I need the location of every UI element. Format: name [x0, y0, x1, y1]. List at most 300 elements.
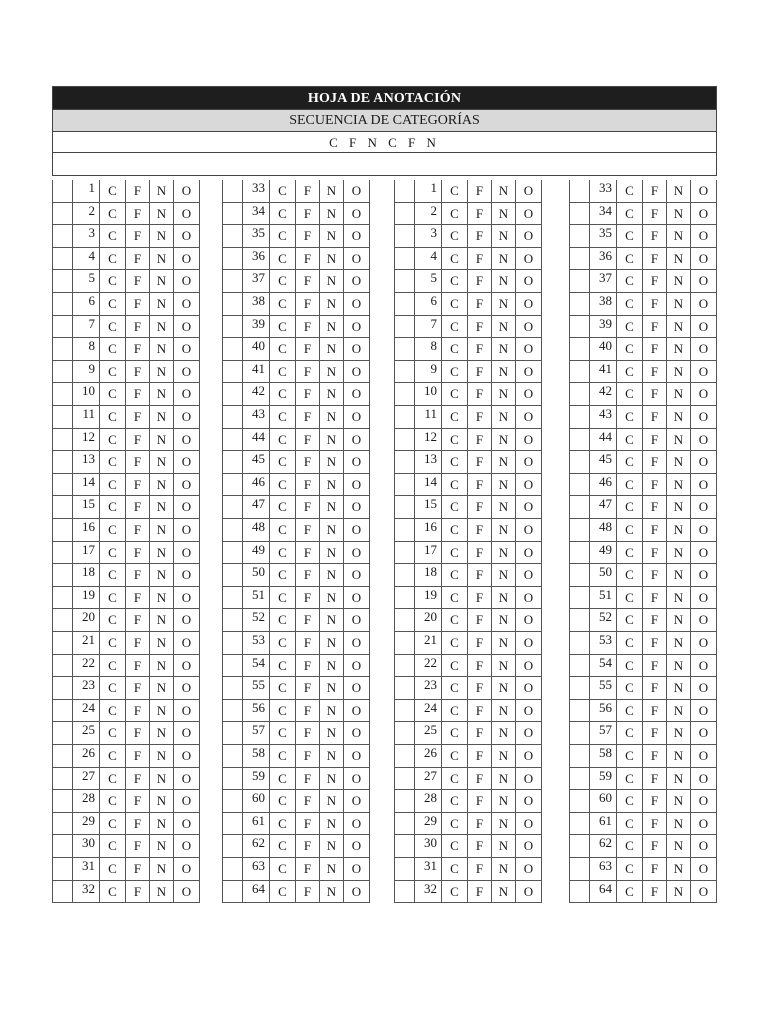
option-c-cell[interactable]	[100, 496, 126, 518]
option-c-cell[interactable]	[442, 225, 468, 247]
option-n-cell[interactable]	[492, 768, 516, 790]
option-n-cell[interactable]	[667, 474, 691, 496]
option-o-cell[interactable]	[174, 632, 200, 654]
option-n-cell[interactable]	[492, 429, 516, 451]
option-o-cell[interactable]	[174, 361, 200, 383]
option-f-cell[interactable]	[468, 632, 492, 654]
option-o-cell[interactable]	[516, 745, 542, 767]
option-c-cell[interactable]	[270, 203, 296, 225]
option-c-cell[interactable]	[617, 429, 643, 451]
option-n-cell[interactable]	[320, 587, 344, 609]
option-c-cell[interactable]	[617, 451, 643, 473]
option-f-cell[interactable]	[643, 587, 667, 609]
option-o-cell[interactable]	[344, 248, 370, 270]
option-o-cell[interactable]	[516, 338, 542, 360]
option-f-cell[interactable]	[643, 496, 667, 518]
option-o-cell[interactable]	[344, 203, 370, 225]
option-o-cell[interactable]	[174, 858, 200, 880]
option-n-cell[interactable]	[150, 677, 174, 699]
option-o-cell[interactable]	[344, 293, 370, 315]
option-n-cell[interactable]	[667, 609, 691, 631]
option-f-cell[interactable]	[126, 700, 150, 722]
option-c-cell[interactable]	[442, 180, 468, 202]
option-o-cell[interactable]	[516, 248, 542, 270]
option-f-cell[interactable]	[643, 700, 667, 722]
option-o-cell[interactable]	[516, 451, 542, 473]
option-n-cell[interactable]	[667, 632, 691, 654]
option-f-cell[interactable]	[468, 383, 492, 405]
option-n-cell[interactable]	[492, 587, 516, 609]
option-c-cell[interactable]	[270, 722, 296, 744]
option-o-cell[interactable]	[174, 768, 200, 790]
option-n-cell[interactable]	[492, 203, 516, 225]
option-o-cell[interactable]	[516, 316, 542, 338]
option-c-cell[interactable]	[270, 293, 296, 315]
option-c-cell[interactable]	[617, 496, 643, 518]
option-f-cell[interactable]	[126, 768, 150, 790]
option-c-cell[interactable]	[442, 564, 468, 586]
option-c-cell[interactable]	[442, 361, 468, 383]
option-n-cell[interactable]	[667, 655, 691, 677]
option-f-cell[interactable]	[126, 406, 150, 428]
option-f-cell[interactable]	[468, 745, 492, 767]
option-o-cell[interactable]	[344, 609, 370, 631]
option-f-cell[interactable]	[296, 180, 320, 202]
option-c-cell[interactable]	[617, 203, 643, 225]
option-n-cell[interactable]	[492, 474, 516, 496]
option-f-cell[interactable]	[126, 858, 150, 880]
option-o-cell[interactable]	[174, 835, 200, 857]
option-f-cell[interactable]	[643, 383, 667, 405]
option-n-cell[interactable]	[150, 768, 174, 790]
option-o-cell[interactable]	[174, 293, 200, 315]
option-o-cell[interactable]	[516, 293, 542, 315]
option-o-cell[interactable]	[174, 655, 200, 677]
option-o-cell[interactable]	[691, 270, 717, 292]
option-c-cell[interactable]	[100, 813, 126, 835]
option-o-cell[interactable]	[174, 677, 200, 699]
option-c-cell[interactable]	[270, 180, 296, 202]
option-f-cell[interactable]	[126, 203, 150, 225]
option-n-cell[interactable]	[667, 293, 691, 315]
option-f-cell[interactable]	[296, 632, 320, 654]
option-n-cell[interactable]	[492, 225, 516, 247]
option-f-cell[interactable]	[296, 881, 320, 903]
option-f-cell[interactable]	[296, 225, 320, 247]
option-n-cell[interactable]	[320, 316, 344, 338]
option-n-cell[interactable]	[320, 180, 344, 202]
option-f-cell[interactable]	[643, 722, 667, 744]
option-c-cell[interactable]	[100, 609, 126, 631]
option-f-cell[interactable]	[296, 248, 320, 270]
option-n-cell[interactable]	[492, 655, 516, 677]
option-n-cell[interactable]	[667, 858, 691, 880]
option-n-cell[interactable]	[492, 293, 516, 315]
option-c-cell[interactable]	[100, 542, 126, 564]
option-o-cell[interactable]	[344, 768, 370, 790]
option-c-cell[interactable]	[270, 700, 296, 722]
option-f-cell[interactable]	[126, 316, 150, 338]
option-o-cell[interactable]	[174, 180, 200, 202]
option-c-cell[interactable]	[617, 768, 643, 790]
option-f-cell[interactable]	[468, 655, 492, 677]
option-o-cell[interactable]	[344, 451, 370, 473]
option-n-cell[interactable]	[320, 429, 344, 451]
option-c-cell[interactable]	[617, 316, 643, 338]
option-n-cell[interactable]	[150, 270, 174, 292]
option-o-cell[interactable]	[344, 677, 370, 699]
option-o-cell[interactable]	[344, 316, 370, 338]
option-o-cell[interactable]	[344, 835, 370, 857]
option-n-cell[interactable]	[667, 429, 691, 451]
option-c-cell[interactable]	[270, 248, 296, 270]
option-o-cell[interactable]	[691, 858, 717, 880]
option-c-cell[interactable]	[270, 790, 296, 812]
option-o-cell[interactable]	[174, 745, 200, 767]
option-o-cell[interactable]	[516, 542, 542, 564]
option-n-cell[interactable]	[320, 225, 344, 247]
option-f-cell[interactable]	[643, 768, 667, 790]
option-f-cell[interactable]	[126, 429, 150, 451]
option-c-cell[interactable]	[617, 406, 643, 428]
option-o-cell[interactable]	[691, 383, 717, 405]
option-c-cell[interactable]	[442, 383, 468, 405]
option-c-cell[interactable]	[100, 677, 126, 699]
option-o-cell[interactable]	[344, 587, 370, 609]
option-c-cell[interactable]	[270, 519, 296, 541]
option-c-cell[interactable]	[617, 677, 643, 699]
option-o-cell[interactable]	[691, 248, 717, 270]
option-o-cell[interactable]	[691, 293, 717, 315]
option-n-cell[interactable]	[667, 406, 691, 428]
option-n-cell[interactable]	[667, 790, 691, 812]
option-c-cell[interactable]	[442, 858, 468, 880]
option-o-cell[interactable]	[691, 564, 717, 586]
option-c-cell[interactable]	[617, 835, 643, 857]
option-f-cell[interactable]	[296, 406, 320, 428]
option-c-cell[interactable]	[617, 225, 643, 247]
option-c-cell[interactable]	[270, 406, 296, 428]
option-n-cell[interactable]	[492, 406, 516, 428]
option-f-cell[interactable]	[296, 519, 320, 541]
option-n-cell[interactable]	[320, 496, 344, 518]
option-f-cell[interactable]	[643, 519, 667, 541]
option-f-cell[interactable]	[468, 496, 492, 518]
option-n-cell[interactable]	[667, 813, 691, 835]
option-f-cell[interactable]	[468, 564, 492, 586]
option-f-cell[interactable]	[296, 858, 320, 880]
option-n-cell[interactable]	[492, 248, 516, 270]
option-c-cell[interactable]	[617, 609, 643, 631]
option-f-cell[interactable]	[643, 361, 667, 383]
option-c-cell[interactable]	[270, 225, 296, 247]
option-o-cell[interactable]	[516, 383, 542, 405]
option-c-cell[interactable]	[617, 383, 643, 405]
option-o-cell[interactable]	[516, 790, 542, 812]
option-o-cell[interactable]	[344, 270, 370, 292]
option-o-cell[interactable]	[516, 474, 542, 496]
option-f-cell[interactable]	[126, 677, 150, 699]
option-c-cell[interactable]	[270, 813, 296, 835]
option-c-cell[interactable]	[100, 700, 126, 722]
option-n-cell[interactable]	[320, 768, 344, 790]
option-c-cell[interactable]	[100, 225, 126, 247]
option-f-cell[interactable]	[643, 858, 667, 880]
option-n-cell[interactable]	[667, 564, 691, 586]
option-n-cell[interactable]	[667, 383, 691, 405]
option-f-cell[interactable]	[296, 429, 320, 451]
option-c-cell[interactable]	[617, 338, 643, 360]
option-n-cell[interactable]	[320, 248, 344, 270]
option-n-cell[interactable]	[492, 813, 516, 835]
option-c-cell[interactable]	[100, 519, 126, 541]
option-o-cell[interactable]	[516, 813, 542, 835]
option-n-cell[interactable]	[150, 564, 174, 586]
option-o-cell[interactable]	[516, 587, 542, 609]
option-o-cell[interactable]	[174, 248, 200, 270]
option-f-cell[interactable]	[296, 813, 320, 835]
option-n-cell[interactable]	[320, 203, 344, 225]
option-f-cell[interactable]	[126, 293, 150, 315]
option-f-cell[interactable]	[643, 270, 667, 292]
option-c-cell[interactable]	[442, 519, 468, 541]
option-o-cell[interactable]	[344, 474, 370, 496]
option-c-cell[interactable]	[270, 496, 296, 518]
option-o-cell[interactable]	[174, 406, 200, 428]
option-o-cell[interactable]	[516, 835, 542, 857]
option-n-cell[interactable]	[150, 474, 174, 496]
option-c-cell[interactable]	[617, 474, 643, 496]
option-o-cell[interactable]	[174, 429, 200, 451]
option-o-cell[interactable]	[691, 745, 717, 767]
option-f-cell[interactable]	[126, 587, 150, 609]
option-f-cell[interactable]	[126, 474, 150, 496]
option-n-cell[interactable]	[320, 655, 344, 677]
option-c-cell[interactable]	[100, 655, 126, 677]
option-c-cell[interactable]	[617, 881, 643, 903]
option-c-cell[interactable]	[270, 338, 296, 360]
option-c-cell[interactable]	[442, 609, 468, 631]
option-c-cell[interactable]	[100, 316, 126, 338]
option-o-cell[interactable]	[344, 406, 370, 428]
option-c-cell[interactable]	[100, 564, 126, 586]
option-c-cell[interactable]	[442, 835, 468, 857]
option-n-cell[interactable]	[150, 632, 174, 654]
option-n-cell[interactable]	[667, 722, 691, 744]
option-c-cell[interactable]	[100, 587, 126, 609]
option-f-cell[interactable]	[643, 677, 667, 699]
option-c-cell[interactable]	[442, 451, 468, 473]
option-f-cell[interactable]	[643, 655, 667, 677]
option-n-cell[interactable]	[492, 496, 516, 518]
option-o-cell[interactable]	[174, 609, 200, 631]
option-o-cell[interactable]	[174, 542, 200, 564]
option-o-cell[interactable]	[691, 722, 717, 744]
option-f-cell[interactable]	[126, 383, 150, 405]
option-c-cell[interactable]	[442, 406, 468, 428]
option-o-cell[interactable]	[174, 225, 200, 247]
option-n-cell[interactable]	[492, 180, 516, 202]
option-o-cell[interactable]	[516, 609, 542, 631]
option-f-cell[interactable]	[126, 270, 150, 292]
option-f-cell[interactable]	[296, 790, 320, 812]
option-n-cell[interactable]	[150, 316, 174, 338]
option-c-cell[interactable]	[442, 813, 468, 835]
option-n-cell[interactable]	[492, 632, 516, 654]
option-f-cell[interactable]	[468, 270, 492, 292]
option-f-cell[interactable]	[126, 790, 150, 812]
option-n-cell[interactable]	[150, 745, 174, 767]
option-c-cell[interactable]	[442, 203, 468, 225]
option-n-cell[interactable]	[320, 700, 344, 722]
option-c-cell[interactable]	[100, 835, 126, 857]
option-n-cell[interactable]	[667, 768, 691, 790]
option-f-cell[interactable]	[468, 881, 492, 903]
option-f-cell[interactable]	[643, 180, 667, 202]
option-o-cell[interactable]	[344, 858, 370, 880]
option-o-cell[interactable]	[516, 655, 542, 677]
option-n-cell[interactable]	[150, 587, 174, 609]
option-o-cell[interactable]	[516, 361, 542, 383]
option-n-cell[interactable]	[667, 361, 691, 383]
option-n-cell[interactable]	[492, 270, 516, 292]
option-n-cell[interactable]	[320, 542, 344, 564]
option-f-cell[interactable]	[643, 790, 667, 812]
option-o-cell[interactable]	[344, 564, 370, 586]
option-f-cell[interactable]	[643, 609, 667, 631]
option-n-cell[interactable]	[667, 248, 691, 270]
option-o-cell[interactable]	[516, 768, 542, 790]
option-c-cell[interactable]	[270, 451, 296, 473]
option-n-cell[interactable]	[667, 180, 691, 202]
option-c-cell[interactable]	[442, 496, 468, 518]
option-n-cell[interactable]	[667, 338, 691, 360]
option-f-cell[interactable]	[468, 225, 492, 247]
option-c-cell[interactable]	[442, 270, 468, 292]
option-c-cell[interactable]	[100, 745, 126, 767]
option-o-cell[interactable]	[174, 383, 200, 405]
option-f-cell[interactable]	[296, 655, 320, 677]
option-f-cell[interactable]	[643, 835, 667, 857]
option-f-cell[interactable]	[468, 813, 492, 835]
option-o-cell[interactable]	[691, 881, 717, 903]
option-f-cell[interactable]	[643, 881, 667, 903]
option-f-cell[interactable]	[296, 564, 320, 586]
option-c-cell[interactable]	[442, 316, 468, 338]
option-n-cell[interactable]	[667, 745, 691, 767]
option-o-cell[interactable]	[691, 316, 717, 338]
option-n-cell[interactable]	[667, 451, 691, 473]
option-o-cell[interactable]	[174, 722, 200, 744]
option-f-cell[interactable]	[643, 451, 667, 473]
option-o-cell[interactable]	[174, 451, 200, 473]
option-c-cell[interactable]	[442, 655, 468, 677]
option-n-cell[interactable]	[492, 451, 516, 473]
option-c-cell[interactable]	[270, 768, 296, 790]
option-c-cell[interactable]	[270, 655, 296, 677]
option-c-cell[interactable]	[100, 180, 126, 202]
option-f-cell[interactable]	[126, 564, 150, 586]
option-f-cell[interactable]	[126, 632, 150, 654]
option-o-cell[interactable]	[174, 338, 200, 360]
option-f-cell[interactable]	[468, 858, 492, 880]
option-c-cell[interactable]	[442, 474, 468, 496]
option-n-cell[interactable]	[320, 406, 344, 428]
option-o-cell[interactable]	[691, 180, 717, 202]
option-n-cell[interactable]	[492, 542, 516, 564]
option-o-cell[interactable]	[516, 881, 542, 903]
option-n-cell[interactable]	[150, 406, 174, 428]
option-n-cell[interactable]	[320, 474, 344, 496]
option-f-cell[interactable]	[468, 722, 492, 744]
option-n-cell[interactable]	[667, 203, 691, 225]
option-n-cell[interactable]	[492, 338, 516, 360]
option-f-cell[interactable]	[296, 293, 320, 315]
option-o-cell[interactable]	[516, 203, 542, 225]
option-n-cell[interactable]	[667, 835, 691, 857]
option-o-cell[interactable]	[691, 677, 717, 699]
option-f-cell[interactable]	[296, 542, 320, 564]
option-c-cell[interactable]	[270, 881, 296, 903]
option-c-cell[interactable]	[100, 632, 126, 654]
option-n-cell[interactable]	[150, 429, 174, 451]
option-n-cell[interactable]	[150, 180, 174, 202]
option-c-cell[interactable]	[617, 519, 643, 541]
option-n-cell[interactable]	[492, 790, 516, 812]
option-o-cell[interactable]	[344, 790, 370, 812]
option-o-cell[interactable]	[516, 858, 542, 880]
option-f-cell[interactable]	[126, 496, 150, 518]
option-c-cell[interactable]	[617, 542, 643, 564]
option-n-cell[interactable]	[150, 361, 174, 383]
option-n-cell[interactable]	[150, 338, 174, 360]
option-o-cell[interactable]	[691, 519, 717, 541]
option-f-cell[interactable]	[643, 225, 667, 247]
option-o-cell[interactable]	[174, 587, 200, 609]
option-n-cell[interactable]	[492, 519, 516, 541]
option-n-cell[interactable]	[320, 293, 344, 315]
option-o-cell[interactable]	[516, 270, 542, 292]
option-o-cell[interactable]	[174, 316, 200, 338]
option-c-cell[interactable]	[442, 587, 468, 609]
option-f-cell[interactable]	[643, 338, 667, 360]
option-f-cell[interactable]	[296, 496, 320, 518]
option-f-cell[interactable]	[468, 248, 492, 270]
option-f-cell[interactable]	[468, 790, 492, 812]
option-f-cell[interactable]	[126, 881, 150, 903]
option-c-cell[interactable]	[270, 429, 296, 451]
option-n-cell[interactable]	[150, 293, 174, 315]
option-c-cell[interactable]	[270, 270, 296, 292]
option-o-cell[interactable]	[344, 632, 370, 654]
option-o-cell[interactable]	[344, 745, 370, 767]
option-n-cell[interactable]	[492, 383, 516, 405]
option-n-cell[interactable]	[150, 451, 174, 473]
option-f-cell[interactable]	[468, 406, 492, 428]
option-n-cell[interactable]	[150, 203, 174, 225]
option-n-cell[interactable]	[320, 858, 344, 880]
option-f-cell[interactable]	[643, 316, 667, 338]
option-o-cell[interactable]	[516, 429, 542, 451]
option-o-cell[interactable]	[516, 180, 542, 202]
option-c-cell[interactable]	[442, 722, 468, 744]
option-n-cell[interactable]	[320, 790, 344, 812]
option-f-cell[interactable]	[643, 745, 667, 767]
option-f-cell[interactable]	[126, 655, 150, 677]
option-o-cell[interactable]	[174, 564, 200, 586]
option-f-cell[interactable]	[643, 406, 667, 428]
option-o-cell[interactable]	[174, 881, 200, 903]
